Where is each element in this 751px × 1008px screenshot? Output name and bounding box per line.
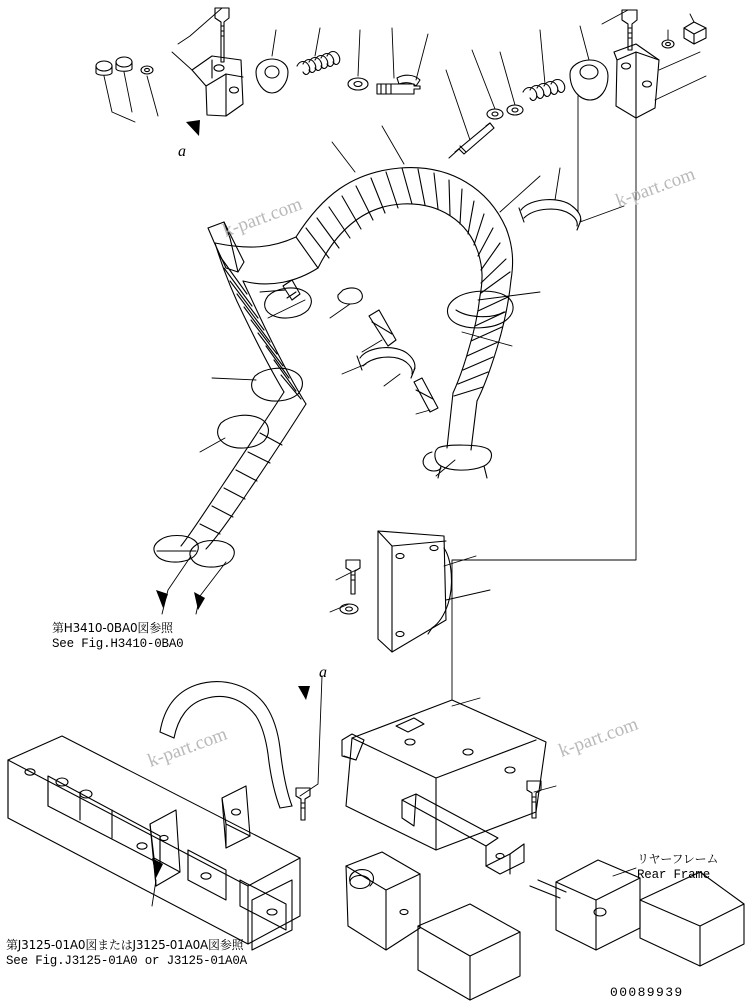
watermark-text: k-part.com xyxy=(220,193,306,242)
heat-shield-panel xyxy=(340,531,451,652)
bent-pipe-lower-left xyxy=(160,682,310,848)
leader-lines xyxy=(104,8,706,906)
reference-note-j3125-jp: 第J3125-01A0図またはJ3125-01A0A図参照 xyxy=(6,938,244,952)
label-rear-frame-jp: リヤーフレーム xyxy=(637,852,719,866)
callout-a-top: a xyxy=(178,143,186,160)
reference-note-h3410-en: See Fig.H3410-0BA0 xyxy=(52,636,184,651)
drawing-number: 00089939 xyxy=(610,985,684,1000)
exhaust-tailpipe-right xyxy=(423,393,491,478)
label-rear-frame xyxy=(637,852,718,882)
watermark-text: k-part.com xyxy=(145,723,231,772)
watermark-text: k-part.com xyxy=(556,713,642,762)
upper-center-small-parts xyxy=(256,52,420,95)
right-bushing-spring xyxy=(449,60,608,158)
callout-a-bottom: a xyxy=(319,664,327,681)
upper-right-bracket xyxy=(614,10,706,118)
watermark-text: k-part.com xyxy=(613,163,699,212)
reference-note-j3125-en: See Fig.J3125-01A0 or J3125-01A0A xyxy=(6,953,247,968)
upper-left-bracket xyxy=(192,8,243,116)
reference-note-h3410-jp: 第H3410-0BA0図参照 xyxy=(52,621,173,635)
mounting-plate xyxy=(342,700,546,874)
label-rear-frame-en: Rear Frame xyxy=(637,867,711,882)
reference-note-h3410 xyxy=(52,621,183,651)
reference-note-j3125 xyxy=(6,938,247,968)
